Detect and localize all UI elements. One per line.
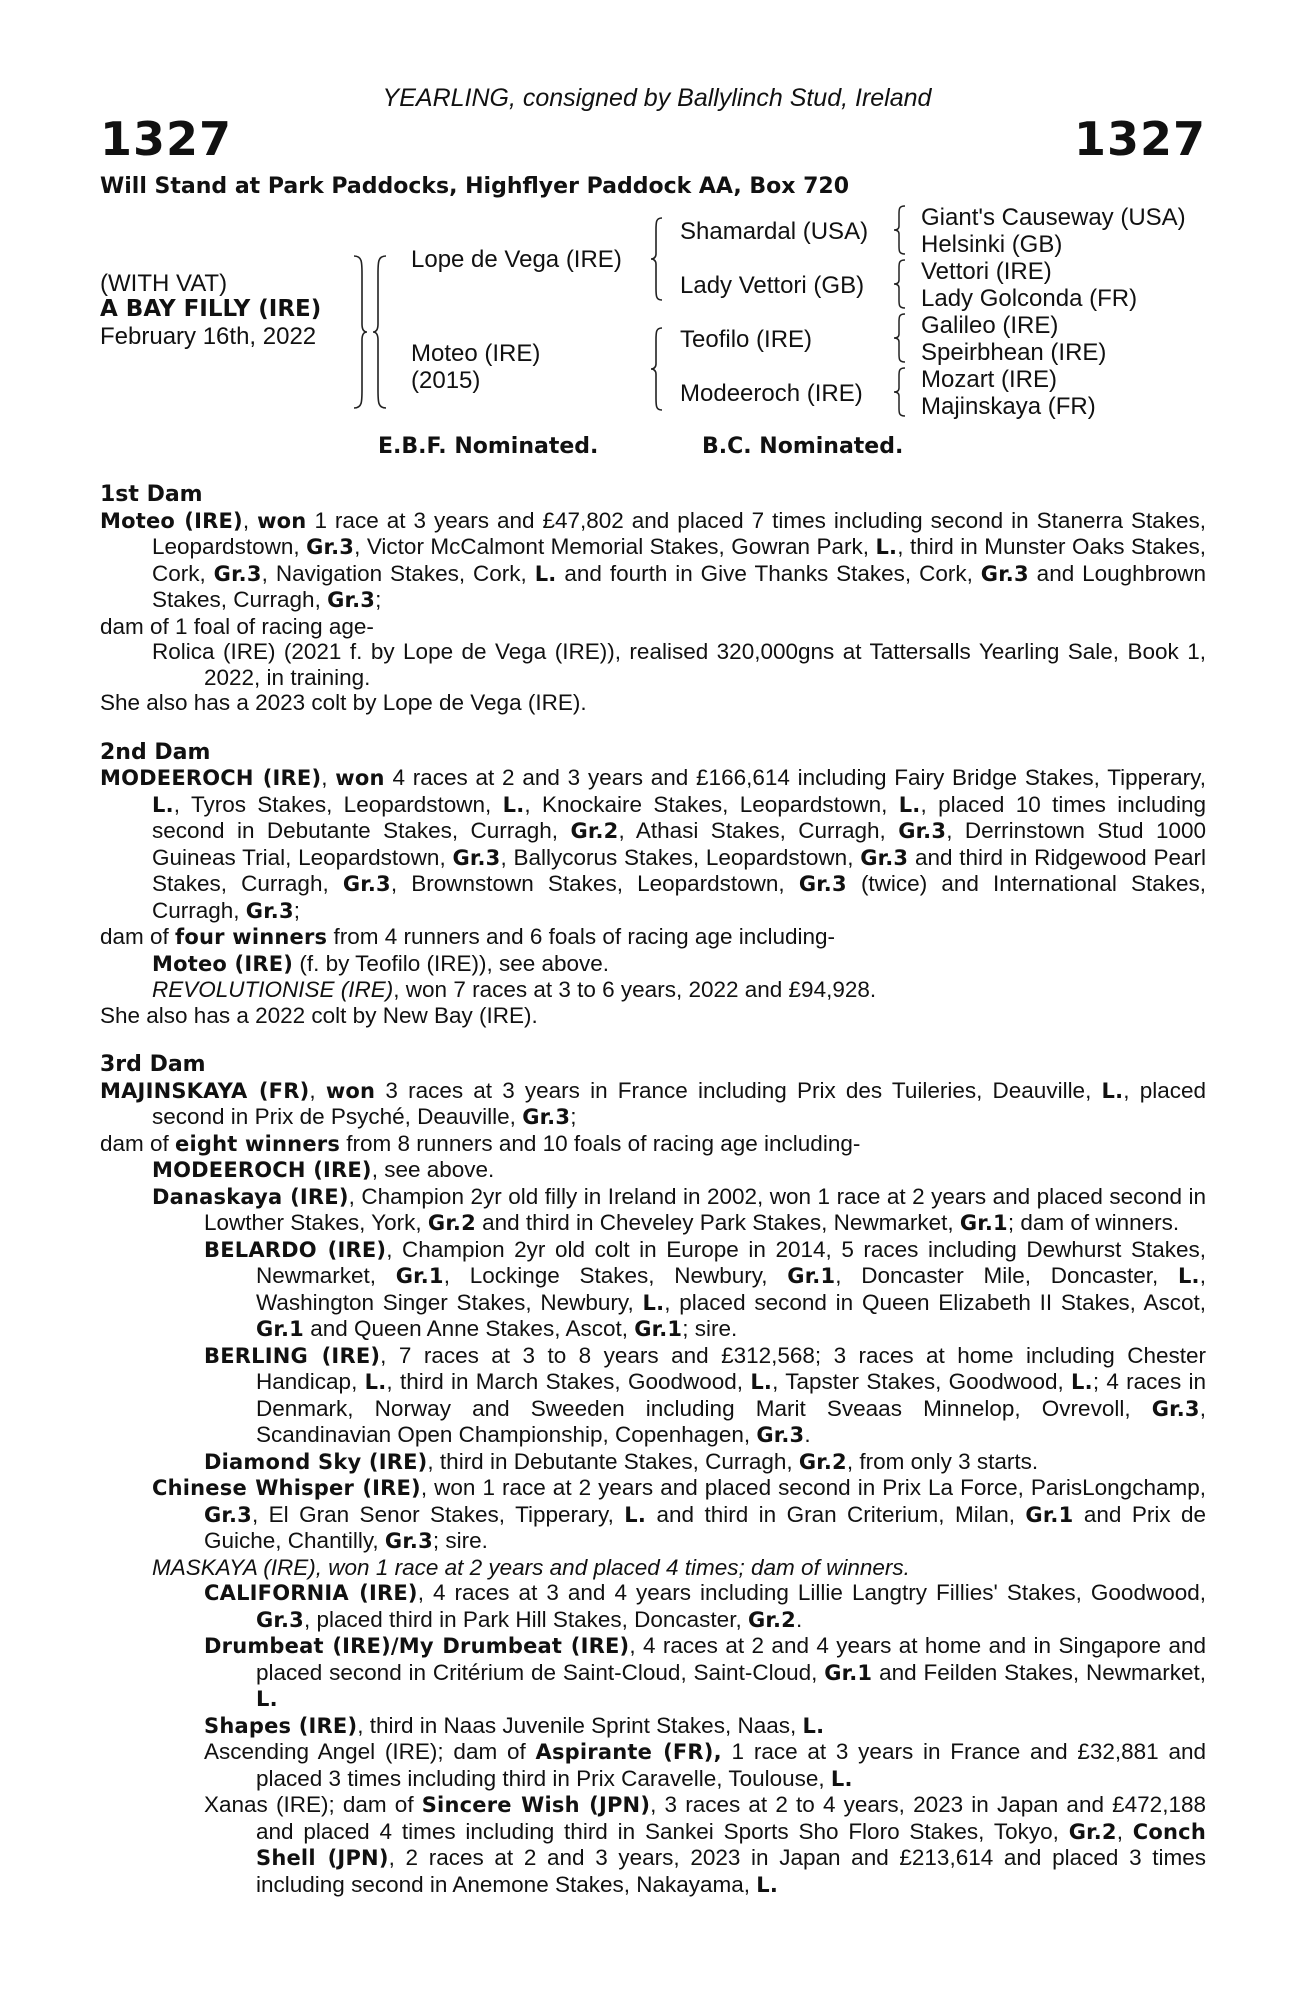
- foaling-date: February 16th, 2022: [100, 323, 317, 350]
- produce-chinese-whisper: Chinese Whisper (IRE), won 1 race at 2 years and placed second in Prix La Force, ParisLongchamp, Gr.3, El Gran Senor Stakes, Tipperary, L. and third in Gran Criterium, Milan, Gr.1 and Prix de Guiche, Chantilly, Gr.3; sire.: [152, 1475, 1207, 1553]
- first-dam-record: Moteo (IRE), won 1 race at 3 years and £47,802 and placed 7 times including second in Stanerra Stakes, Leopardstown, Gr.3, Victor McCalmont Memorial Stakes, Gowran Park, L., third in Munster Oaks Stakes, Cork, Gr.3, Navigation Stakes, Cork, L. and fourth in Give Thanks Stakes, Cork, Gr.3 and Loughbrown Stakes, Curragh, Gr.3;: [100, 507, 1206, 612]
- pedigree-g3-8: Majinskaya (FR): [921, 393, 1096, 420]
- pedigree-dam-year: (2015): [411, 367, 481, 394]
- ebf-nomination: E.B.F. Nominated.: [378, 434, 599, 459]
- pedigree-bracket-horse: [352, 254, 374, 410]
- produce-shapes: Shapes (IRE), third in Naas Juvenile Sprint Stakes, Naas, L.: [204, 1712, 825, 1738]
- pedigree-bracket-g4: [893, 366, 907, 418]
- pedigree-dam: Moteo (IRE): [411, 340, 541, 367]
- pedigree-bracket-main: [372, 254, 388, 410]
- second-dam-produce-intro: dam of four winners from 4 runners and 6 foals of racing age including-: [100, 924, 836, 949]
- produce-maskaya: MASKAYA (IRE), won 1 race at 2 years and placed 4 times; dam of winners.: [152, 1554, 910, 1580]
- consignment-line: YEARLING, consigned by Ballylinch Stud, Ireland: [382, 84, 932, 112]
- pedigree-g3-6: Speirbhean (IRE): [921, 339, 1107, 366]
- produce-danaskaya: Danaskaya (IRE), Champion 2yr old filly in Ireland in 2002, won 1 race at 2 years and placed second in Lowther Stakes, York, Gr.2 and third in Cheveley Park Stakes, Newmarket, Gr.1; dam of winners.: [152, 1183, 1206, 1235]
- second-dam-heading: 2nd Dam: [100, 739, 211, 765]
- stand-location: Will Stand at Park Paddocks, Highflyer Paddock AA, Box 720: [100, 174, 850, 199]
- pedigree-notes: [100, 482, 1206, 1898]
- pedigree-sire: Lope de Vega (IRE): [411, 246, 622, 273]
- second-dam-also: She also has a 2022 colt by New Bay (IRE).: [100, 1002, 538, 1028]
- produce-modeeroch: MODEEROCH (IRE), see above.: [152, 1157, 495, 1182]
- produce-moteo: Moteo (IRE) (f. by Teofilo (IRE)), see above.: [152, 950, 610, 976]
- pedigree-bracket-dam: [650, 326, 664, 412]
- first-dam-heading: 1st Dam: [100, 482, 203, 507]
- horse-name: A BAY FILLY (IRE): [100, 296, 322, 322]
- first-dam-also: She also has a 2023 colt by Lope de Vega (IRE).: [100, 690, 587, 715]
- lot-number-right: 1327: [1073, 112, 1206, 166]
- pedigree-g3-3: Vettori (IRE): [921, 258, 1052, 285]
- second-dam-record: MODEEROCH (IRE), won 4 races at 2 and 3 years and £166,614 including Fairy Bridge Stakes, Tipperary, L., Tyros Stakes, Leopardstown, L., Knockaire Stakes, Leopardstown, L., placed 10 times including second in Debutante Stakes, Curragh, Gr.2, Athasi Stakes, Curragh, Gr.3, Derrinstown Stud 1000 Guineas Trial, Leopardstown, Gr.3, Ballycorus Stakes, Leopardstown, Gr.3 and third in Ridgewood Pearl Stakes, Curragh, Gr.3, Brownstown Stakes, Leopardstown, Gr.3 (twice) and International Stakes, Curragh, Gr.3;: [100, 765, 1207, 923]
- produce-revolutionise: REVOLUTIONISE (IRE), won 7 races at 3 to 6 years, 2022 and £94,928.: [152, 977, 877, 1002]
- produce-berling: BERLING (IRE), 7 races at 3 to 8 years and £312,568; 3 races at home including Chester Handicap, L., third in March Stakes, Goodwood, L., Tapster Stakes, Goodwood, L.; 4 races in Denmark, Norway and Sweeden including Marit Sveaas Minnelop, Ovrevoll, Gr.3, Scandinavian Open Championship, Copenhagen, Gr.3.: [204, 1342, 1206, 1447]
- pedigree-g3-4: Lady Golconda (FR): [921, 285, 1138, 312]
- pedigree-bracket-sire: [650, 216, 664, 302]
- third-dam-heading: 3rd Dam: [100, 1052, 206, 1077]
- lot-number-left: 1327: [100, 112, 233, 166]
- produce-rolica: Rolica (IRE) (2021 f. by Lope de Vega (IRE)), realised 320,000gns at Tattersalls Yearling Sale, Book 1, 2022, in training.: [152, 639, 1206, 690]
- pedigree-bracket-g3: [893, 312, 907, 364]
- pedigree-bracket-g2: [893, 258, 907, 310]
- third-dam-produce-intro: dam of eight winners from 8 runners and 10 foals of racing age including-: [100, 1130, 861, 1156]
- produce-drumbeat: Drumbeat (IRE)/My Drumbeat (IRE), 4 races at 2 and 4 years at home and in Singapore and placed second in Critérium de Saint-Cloud, Saint-Cloud, Gr.1 and Feilden Stakes, Newmarket, L.: [204, 1633, 1207, 1711]
- pedigree-dam-dam: Modeeroch (IRE): [680, 380, 863, 407]
- pedigree-g3-7: Mozart (IRE): [921, 366, 1058, 393]
- produce-xanas: Xanas (IRE); dam of Sincere Wish (JPN), 3 races at 2 to 4 years, 2023 in Japan and £472,188 and placed 4 times including third in Sankei Sports Sho Floro Stakes, Tokyo, Gr.2, Conch Shell (JPN), 2 races at 2 and 3 years, 2023 in Japan and £213,614 and placed 3 times including second in Anemone Stakes, Nakayama, L.: [204, 1792, 1207, 1897]
- bc-nomination: B.C. Nominated.: [702, 434, 904, 459]
- pedigree-g3-5: Galileo (IRE): [921, 312, 1059, 339]
- pedigree-bracket-g1: [893, 204, 907, 256]
- third-dam-record: MAJINSKAYA (FR), won 3 races at 3 years in France including Prix des Tuileries, Deauville, L., placed second in Prix de Psyché, Deauville, Gr.3;: [100, 1077, 1206, 1129]
- pedigree-sire-dam: Lady Vettori (GB): [680, 272, 865, 299]
- pedigree-sire-sire: Shamardal (USA): [680, 218, 869, 245]
- produce-belardo: BELARDO (IRE), Champion 2yr old colt in Europe in 2014, 5 races including Dewhurst Stakes, Newmarket, Gr.1, Lockinge Stakes, Newbury, Gr.1, Doncaster Mile, Doncaster, L., Washington Singer Stakes, Newbury, L., placed second in Queen Elizabeth II Stakes, Ascot, Gr.1 and Queen Anne Stakes, Ascot, Gr.1; sire.: [204, 1236, 1207, 1341]
- vat-note: (WITH VAT): [100, 270, 228, 297]
- pedigree-dam-sire: Teofilo (IRE): [680, 326, 813, 353]
- produce-ascending-angel: Ascending Angel (IRE); dam of Aspirante (FR), 1 race at 3 years in France and £32,881 and placed 3 times including third in Prix Caravelle, Toulouse, L.: [204, 1739, 1207, 1791]
- produce-diamond-sky: Diamond Sky (IRE), third in Debutante Stakes, Curragh, Gr.2, from only 3 starts.: [204, 1448, 1039, 1474]
- pedigree-g3-1: Giant's Causeway (USA): [921, 204, 1186, 231]
- pedigree-g3-2: Helsinki (GB): [921, 231, 1063, 258]
- first-dam-produce-intro: dam of 1 foal of racing age-: [100, 613, 374, 639]
- produce-california: CALIFORNIA (IRE), 4 races at 3 and 4 years including Lillie Langtry Fillies' Stakes, Goodwood, Gr.3, placed third in Park Hill Stakes, Doncaster, Gr.2.: [204, 1580, 1207, 1632]
